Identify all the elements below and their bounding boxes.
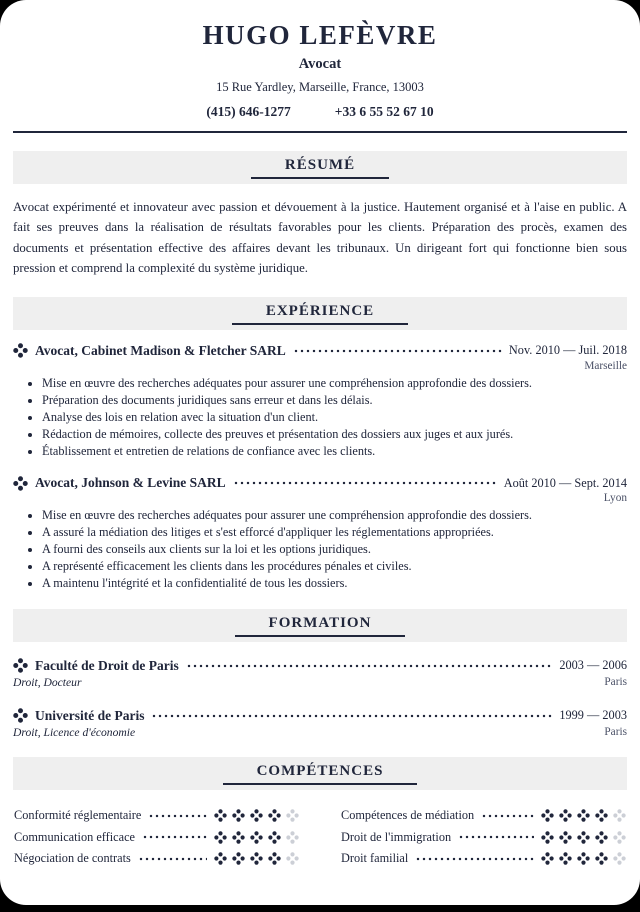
section-competences (13, 757, 627, 870)
dotted-leader (138, 853, 207, 865)
cluster-diamond-icon (13, 658, 28, 673)
rating-cluster-icon (286, 831, 299, 844)
competences-heading: COMPÉTENCES (223, 763, 418, 785)
job-bullet: • A représenté efficacement les clients dans les procédures pénales et civiles. (42, 559, 627, 574)
cluster-diamond-icon (13, 476, 28, 491)
job-bullet: • Mise en œuvre des recherches adéquates pour assurer une compréhension approfondie des dossiers. (42, 376, 627, 391)
formation-entry-head (13, 708, 627, 724)
rating-cluster-icon (286, 809, 299, 822)
dotted-leader (186, 660, 553, 672)
job-bullet: • A fourni des conseils aux clients sur la loi et les options juridiques. (42, 542, 627, 557)
job-dates: Août 2010 — Sept. 2014 (503, 475, 627, 490)
rating-cluster-icon (577, 831, 590, 844)
rating-cluster-icon (559, 809, 572, 822)
experience-entry (13, 475, 627, 591)
job-dates: Nov. 2010 — Juil. 2018 (508, 343, 627, 358)
job-title: Avocat, Johnson & Levine SARL (35, 475, 226, 491)
rating-cluster-icon (541, 809, 554, 822)
rating-cluster-icon (595, 831, 608, 844)
skill-row (14, 826, 299, 848)
summary-banner (13, 151, 627, 184)
skill-row (341, 826, 626, 848)
phone-secondary: +33 6 55 52 67 10 (334, 104, 434, 119)
candidate-name: HUGO LEFÈVRE (202, 20, 438, 50)
dotted-leader (233, 477, 497, 489)
section-summary (13, 151, 627, 279)
phone-row (13, 104, 627, 120)
rating-cluster-icon (541, 852, 554, 865)
experience-entry-head (13, 475, 627, 491)
rating-cluster-icon (268, 809, 281, 822)
skill-row (341, 805, 626, 827)
formation-heading: FORMATION (235, 615, 406, 637)
rating-cluster-icon (541, 831, 554, 844)
skill-label: Négociation de contrats (14, 851, 131, 866)
rating-cluster-icon (214, 831, 227, 844)
cluster-diamond-icon (13, 708, 28, 723)
job-location: Lyon (603, 492, 627, 505)
rating-cluster-icon (232, 852, 245, 865)
skill-label: Conformité réglementaire (14, 808, 142, 823)
experience-entry (13, 343, 627, 459)
skill-rating (214, 831, 299, 844)
rating-cluster-icon (250, 852, 263, 865)
rating-cluster-icon (232, 831, 245, 844)
skill-label: Compétences de médiation (341, 808, 475, 823)
school-location: Paris (604, 725, 627, 738)
school-degree: Droit, Licence d'économie (13, 725, 136, 739)
skill-row (14, 848, 299, 870)
job-title: Avocat, Cabinet Madison & Fletcher SARL (35, 342, 286, 358)
rating-cluster-icon (613, 852, 626, 865)
formation-entry (13, 658, 627, 689)
school-dates: 1999 — 2003 (559, 708, 627, 723)
rating-cluster-icon (559, 831, 572, 844)
rating-cluster-icon (613, 809, 626, 822)
skill-row (341, 848, 626, 870)
dotted-leader (151, 710, 552, 722)
summary-heading: RÉSUMÉ (251, 157, 389, 179)
skill-label: Droit familial (341, 851, 409, 866)
skill-rating (214, 852, 299, 865)
rating-cluster-icon (559, 852, 572, 865)
dotted-leader (458, 831, 534, 843)
job-bullet: • A assuré la médiation des litiges et s'est efforcé d'appliquer les réglementations appropriées. (42, 525, 627, 540)
formation-entry-sub (13, 676, 627, 689)
dotted-leader (481, 810, 534, 822)
candidate-job-title: Avocat (298, 56, 342, 72)
dotted-leader (148, 810, 207, 822)
rating-cluster-icon (595, 809, 608, 822)
skill-rating (541, 852, 626, 865)
skill-label: Droit de l'immigration (341, 829, 452, 844)
job-location: Marseille (584, 359, 627, 372)
summary-text: Avocat expérimenté et innovateur avec passion et dévouement à la justice. Hautement organisé et à l'aise en public. A fait ses preuves dans la réalisation de résultats favorables pour les clients. Préparation des procès, examen des documents et présentation effective des affaires devant les tribunaux. Un dirigeant fort qui fonctionne bien sous pression et comprend la complexité du système juridique. (13, 200, 627, 276)
job-bullet: • A maintenu l'intégrité et la confidentialité de tous les dossiers. (42, 576, 627, 591)
skills-column-right (341, 805, 626, 870)
job-bullet-list (13, 376, 627, 459)
skills-column-left (14, 805, 299, 870)
rating-cluster-icon (595, 852, 608, 865)
section-experience (13, 297, 627, 591)
job-bullet: • Analyse des lois en relation avec la situation d'un client. (42, 410, 627, 425)
dotted-leader (415, 853, 534, 865)
skill-row (14, 805, 299, 827)
formation-entry-head (13, 658, 627, 674)
formation-entry (13, 708, 627, 739)
resume-header (13, 20, 627, 120)
experience-banner (13, 297, 627, 330)
skill-rating (541, 809, 626, 822)
rating-cluster-icon (214, 852, 227, 865)
job-bullet: • Mise en œuvre des recherches adéquates pour assurer une compréhension approfondie des dossiers. (42, 508, 627, 523)
skill-rating (541, 831, 626, 844)
rating-cluster-icon (250, 831, 263, 844)
rating-cluster-icon (613, 831, 626, 844)
rating-cluster-icon (250, 809, 263, 822)
experience-entry-head (13, 343, 627, 359)
phone-primary: (415) 646-1277 (206, 104, 291, 119)
formation-entry-sub (13, 726, 627, 739)
cluster-diamond-icon (13, 343, 28, 358)
candidate-address: 15 Rue Yardley, Marseille, France, 13003 (216, 80, 424, 94)
rating-cluster-icon (214, 809, 227, 822)
job-bullet-list (13, 508, 627, 591)
header-divider (13, 131, 627, 133)
job-bullet: • Établissement et entretien de relations de confiance avec les clients. (42, 444, 627, 459)
school-location: Paris (604, 675, 627, 688)
school-dates: 2003 — 2006 (559, 658, 627, 673)
dotted-leader (142, 831, 207, 843)
skills-grid (13, 805, 627, 870)
competences-banner (13, 757, 627, 790)
job-bullet: • Rédaction de mémoires, collecte des preuves et présentation des dossiers aux juges et aux jurés. (42, 427, 627, 442)
rating-cluster-icon (268, 852, 281, 865)
section-formation (13, 609, 627, 739)
school-name: Université de Paris (35, 707, 145, 723)
school-name: Faculté de Droit de Paris (35, 657, 179, 673)
experience-heading: EXPÉRIENCE (232, 303, 408, 325)
rating-cluster-icon (577, 809, 590, 822)
rating-cluster-icon (577, 852, 590, 865)
rating-cluster-icon (232, 809, 245, 822)
skill-rating (214, 809, 299, 822)
rating-cluster-icon (286, 852, 299, 865)
job-bullet: • Préparation des documents juridiques sans erreur et dans les délais. (42, 393, 627, 408)
rating-cluster-icon (268, 831, 281, 844)
formation-banner (13, 609, 627, 642)
dotted-leader (293, 345, 502, 357)
school-degree: Droit, Docteur (13, 675, 82, 689)
skill-label: Communication efficace (14, 829, 135, 844)
